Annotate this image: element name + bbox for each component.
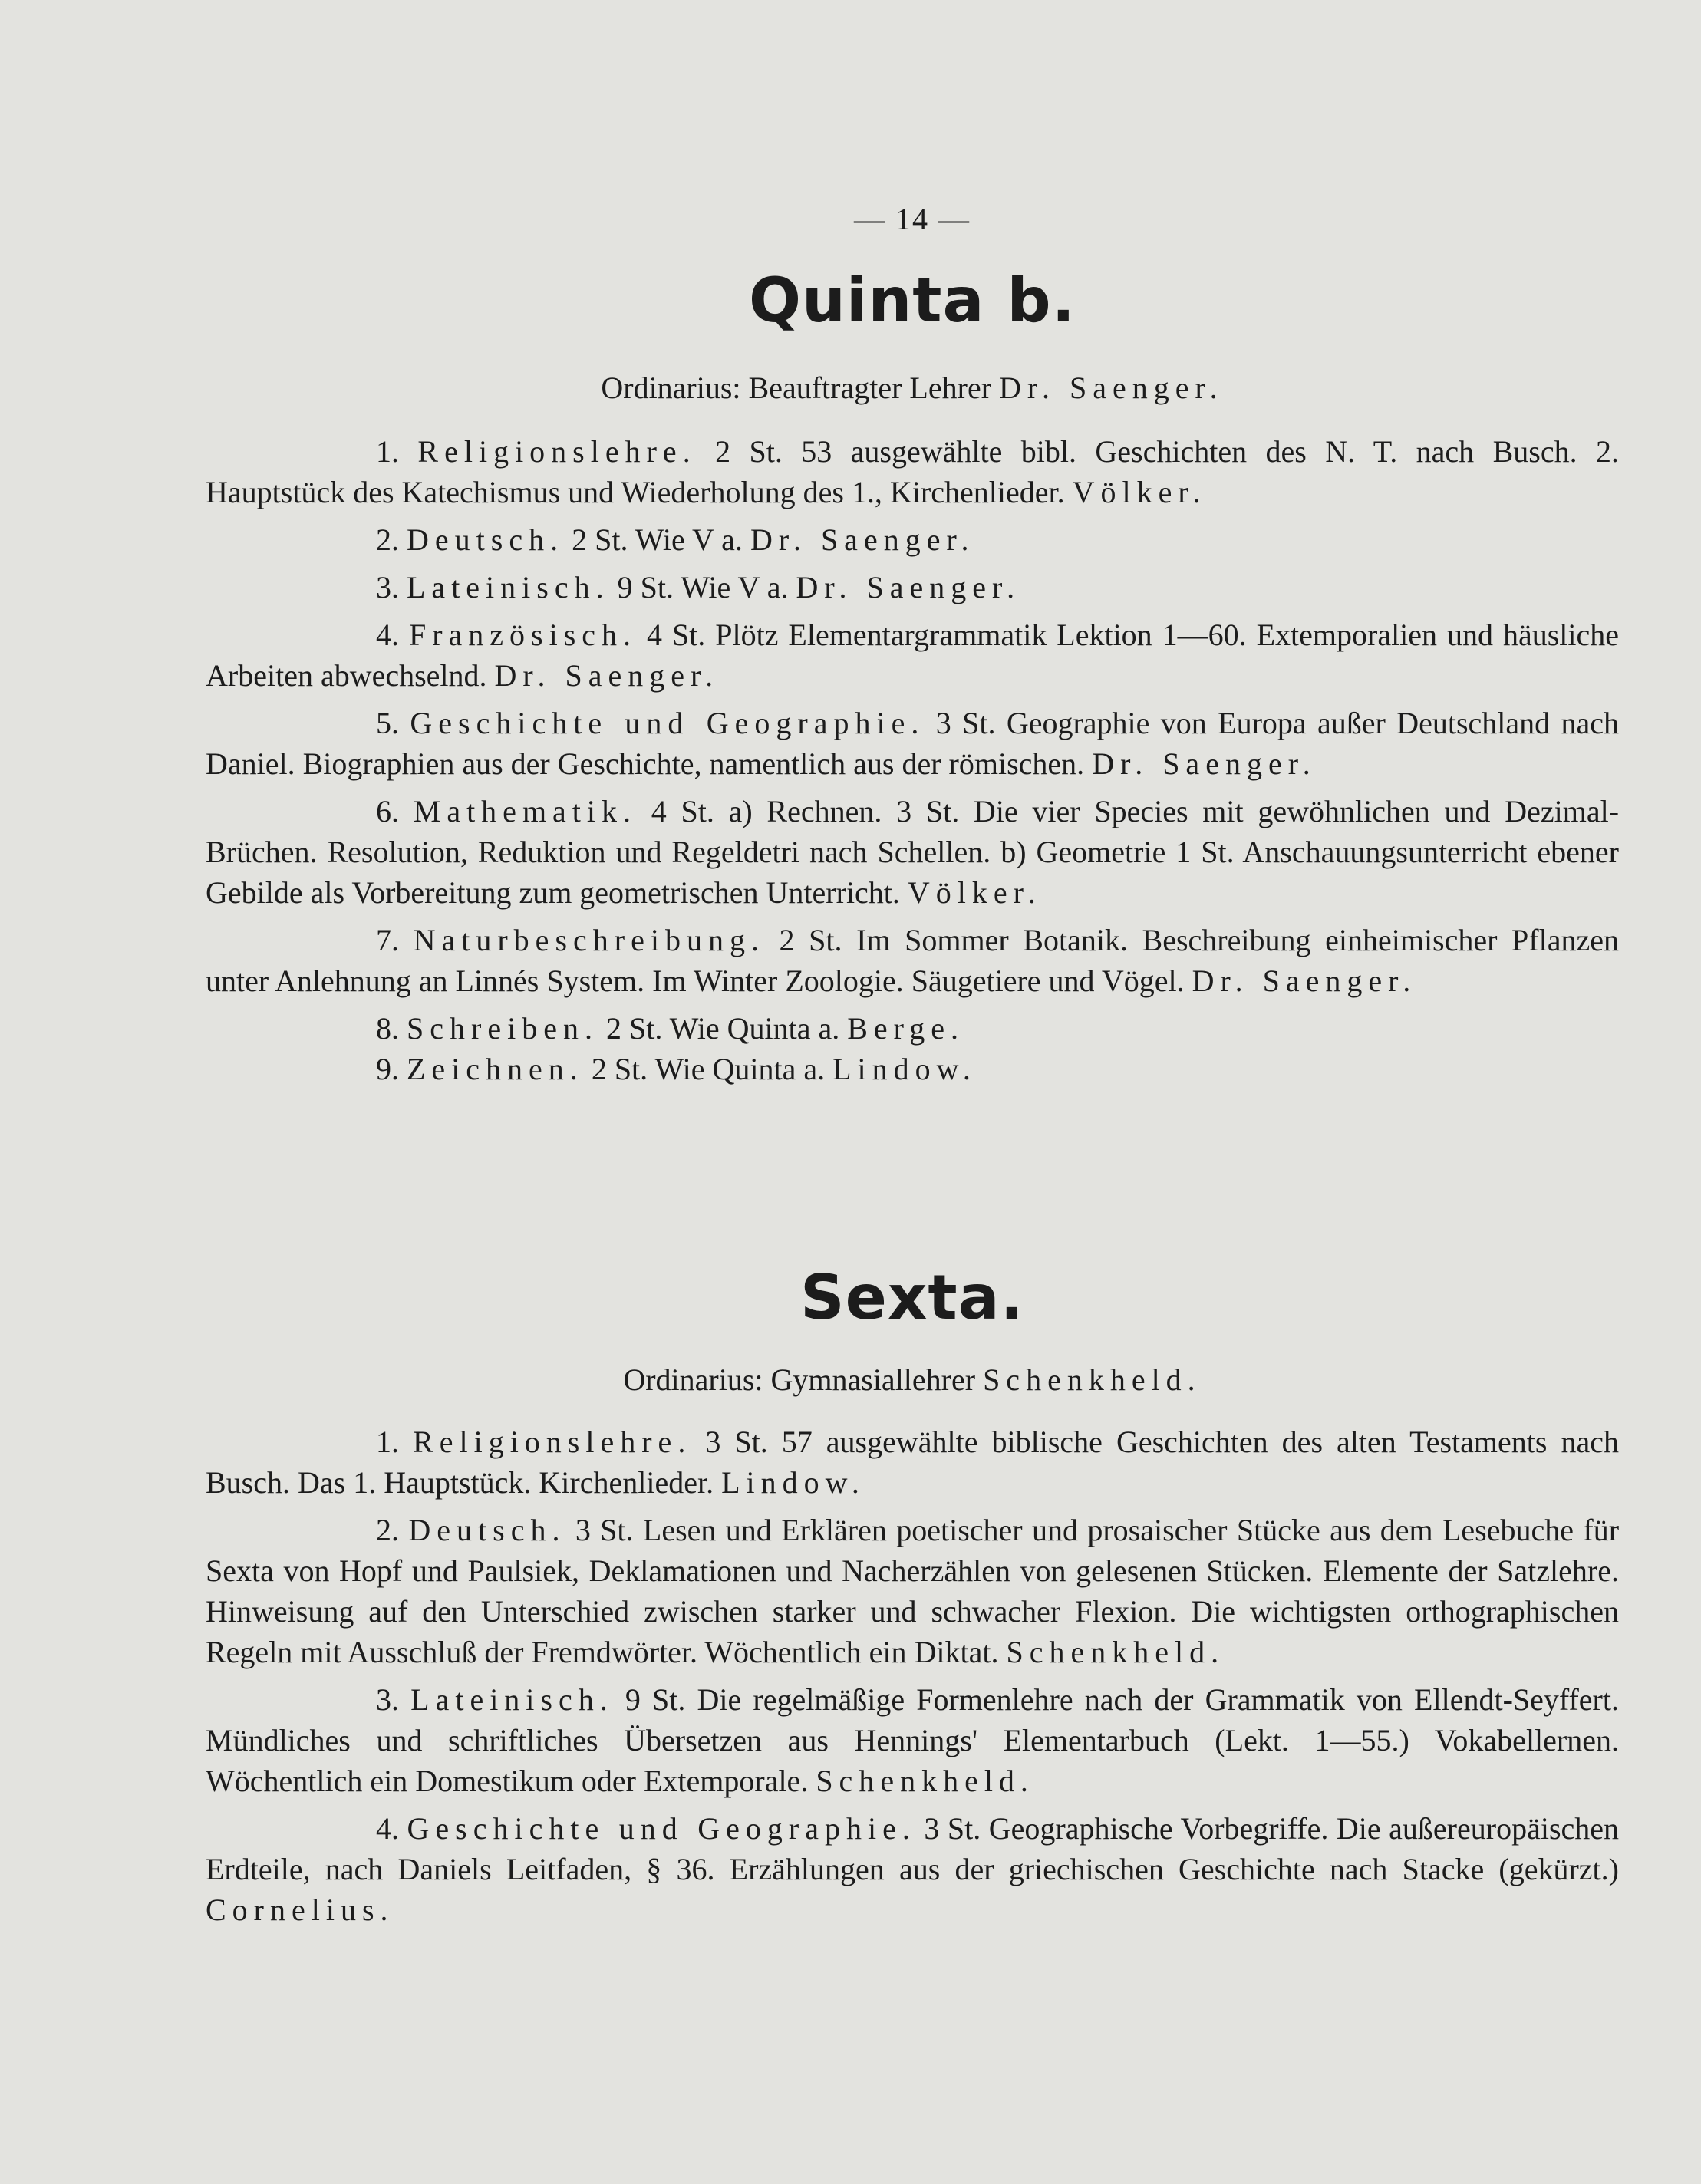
subject-description: 2 St. Im Sommer Botanik. Beschreibung einheimischer Pflanzen unter Anlehnung an Linnés System. Im Winter Zoologie. Säugetiere und Vögel. [206, 923, 1619, 998]
teacher-name: Dr. Saenger. [494, 658, 720, 693]
subject-name: Religionslehre. [413, 1425, 692, 1459]
entry-number: 2. [376, 1513, 399, 1547]
teacher-name: Dr. Saenger. [1192, 964, 1417, 998]
subject-name: Geschichte und Geographie. [407, 1811, 916, 1846]
subject-description: 9 St. Wie V a. [609, 570, 796, 604]
subject-description: 2 St. Wie Quinta a. [598, 1011, 848, 1046]
subject-description: 2 St. Wie Quinta a. [583, 1052, 833, 1086]
subject-entry [206, 614, 1619, 696]
teacher-name: Völker. [907, 875, 1042, 910]
teacher-name: Lindow. [721, 1465, 865, 1500]
entry-number: 1. [376, 1425, 399, 1459]
subject-description: 3 St. Geographie von Europa außer Deutschland nach Daniel. Biographien aus der Geschichte, namentlich aus der römischen. [206, 706, 1620, 781]
section-title-quinta-b: Quinta b. [748, 265, 1076, 336]
subject-entry [206, 567, 1619, 608]
ordinarius-quinta-b [206, 370, 1619, 406]
teacher-name: Cornelius. [206, 1892, 394, 1927]
ordinarius-teacher: Schenkheld. [983, 1362, 1202, 1397]
teacher-name: Völker. [1072, 475, 1207, 509]
ordinarius-label: Ordinarius: Beauftragter Lehrer [601, 371, 1000, 405]
subject-name: Religionslehre. [417, 434, 697, 469]
section-title-sexta: Sexta. [799, 1262, 1025, 1333]
sexta-subjects [206, 1421, 1619, 1937]
quinta-b-subjects [206, 431, 1619, 1096]
entry-number: 4. [376, 1811, 399, 1846]
subject-description: 2 St. Wie V a. [564, 522, 750, 557]
page-number: — 14 — [854, 202, 971, 236]
subject-description: 4 St. a) Rechnen. 3 St. Die vier Species mit gewöhnlichen und Dezimal-Brüchen. Resolution, Reduktion und Regeldetri nach Schellen. b) Geometrie 1 St. Anschauungsunterricht ebener Gebilde als Vorbereitung zum geometrischen Unterricht. [206, 794, 1620, 910]
entry-number: 4. [376, 618, 399, 652]
teacher-name: Schenkheld. [816, 1764, 1034, 1798]
teacher-name: Berge. [847, 1011, 965, 1046]
subject-description: 3 St. Geographische Vorbegriffe. Die außereuropäischen Erdteile, nach Daniels Leitfaden, § 36. Erzählungen aus der griechischen Geschichte nach Stacke (gekürzt.) [206, 1811, 1620, 1886]
teacher-name: Dr. Saenger. [750, 522, 975, 557]
subject-description: 2 St. 53 ausgewählte bibl. Geschichten des N. T. nach Busch. 2. Hauptstück des Katechismus und Wiederholung des 1., Kirchenlieder. [206, 434, 1619, 509]
subject-entry [206, 1808, 1619, 1930]
teacher-name: Dr. Saenger. [1092, 746, 1317, 781]
subject-entry [206, 1510, 1619, 1672]
subject-description: 4 St. Plötz Elementargrammatik Lektion 1—60. Extemporalien und häusliche Arbeiten abwechselnd. [206, 618, 1620, 693]
subject-entry [206, 920, 1619, 1001]
subject-entry [206, 519, 1619, 560]
subject-entry [206, 1008, 1619, 1049]
ordinarius-teacher: Dr. Saenger. [999, 371, 1224, 405]
entry-number: 3. [376, 1682, 399, 1717]
entry-number: 6. [376, 794, 399, 828]
subject-entry [206, 791, 1619, 913]
subject-name: Naturbeschreibung. [413, 923, 765, 957]
subject-name: Geschichte und Geographie. [410, 706, 925, 740]
subject-name: Schreiben. [407, 1011, 598, 1046]
ordinarius-sexta [206, 1362, 1619, 1398]
subject-entry [206, 703, 1619, 784]
subject-description: 9 St. Die regelmäßige Formenlehre nach der Grammatik von Ellendt-Seyffert. Mündliches und schriftliches Übersetzen aus Hennings' Elementarbuch (Lekt. 1—55.) Vokabellernen. Wöchentlich ein Domestikum oder Extemporale. [206, 1682, 1619, 1798]
subject-entry [206, 431, 1619, 512]
subject-entry [206, 1679, 1619, 1801]
entry-number: 8. [376, 1011, 399, 1046]
entry-number: 3. [376, 570, 399, 604]
ordinarius-label: Ordinarius: Gymnasiallehrer [623, 1362, 984, 1397]
teacher-name: Dr. Saenger. [796, 570, 1021, 604]
subject-name: Mathematik. [413, 794, 638, 828]
entry-number: 2. [376, 522, 399, 557]
subject-name: Zeichnen. [407, 1052, 584, 1086]
teacher-name: Schenkheld. [1006, 1635, 1225, 1669]
subject-description: 3 St. 57 ausgewählte biblische Geschichten des alten Testaments nach Busch. Das 1. Hauptstück. Kirchenlieder. [206, 1425, 1619, 1500]
entry-number: 5. [376, 706, 399, 740]
subject-name: Französisch. [408, 618, 638, 652]
subject-name: Deutsch. [407, 522, 565, 557]
subject-entry [206, 1421, 1619, 1503]
subject-name: Lateinisch. [407, 570, 610, 604]
teacher-name: Lindow. [832, 1052, 977, 1086]
entry-number: 7. [376, 923, 399, 957]
entry-number: 1. [376, 434, 399, 469]
subject-name: Deutsch. [408, 1513, 566, 1547]
subject-entry [206, 1049, 1619, 1089]
subject-name: Lateinisch. [410, 1682, 614, 1717]
entry-number: 9. [376, 1052, 399, 1086]
subject-description: 3 St. Lesen und Erklären poetischer und prosaischer Stücke aus dem Lesebuche für Sexta von Hopf und Paulsiek, Deklamationen und Nacherzählen von gelesenen Stücken. Elemente der Satzlehre. Hinweisung auf den Unterschied zwischen starker und schwacher Flexion. Die wichtigsten orthographischen Regeln mit Ausschluß der Fremdwörter. Wöchentlich ein Diktat. [206, 1513, 1620, 1669]
